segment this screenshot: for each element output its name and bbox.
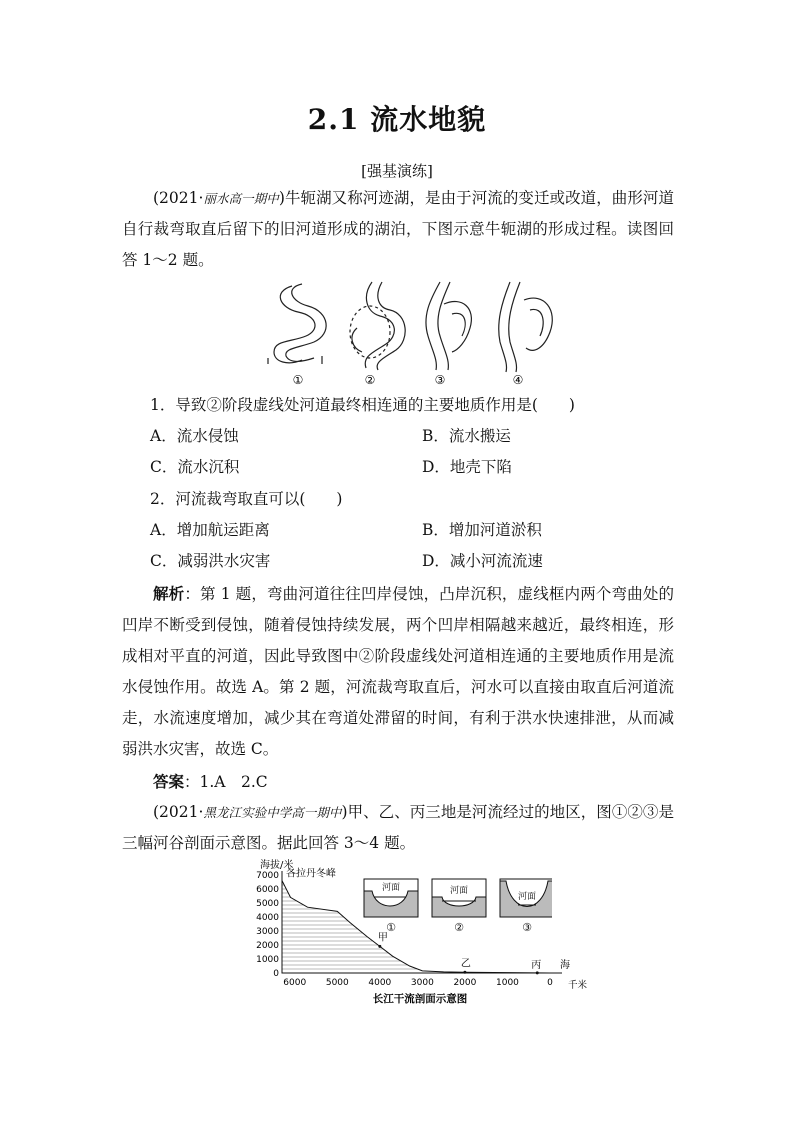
intro-paragraph-1 [122, 183, 674, 276]
x-tick-label: 0 [547, 978, 553, 988]
chart-ylabel: 海拔/米 [260, 860, 294, 871]
intro2-source: 黑龙江实验中学高一期中 [203, 805, 342, 820]
y-tick-label: 7000 [256, 871, 279, 881]
x-tick-label: 6000 [283, 978, 307, 988]
intro1-year: (2021· [153, 189, 204, 207]
oxbow-stage-1 [268, 284, 326, 364]
valley-1-label: 河面 [381, 883, 401, 893]
oxbow-stage-2 [350, 282, 405, 370]
answer-line [122, 766, 674, 798]
oxbow-stage-3 [426, 282, 471, 370]
valley-section-2 [432, 879, 486, 934]
analysis-label: 解析 [153, 584, 185, 603]
y-tick-label: 0 [273, 969, 279, 979]
intro-paragraph-2 [122, 797, 674, 859]
valley-3-label: 河面 [517, 892, 537, 902]
section-heading: [强基演练] [361, 162, 433, 180]
q2-option-c: C．减弱洪水灾害 [150, 552, 271, 570]
intro2-close: ) [341, 803, 348, 821]
q1-option-d: D．地壳下陷 [422, 458, 512, 476]
annotation-label: 乙 [460, 958, 471, 970]
analysis-paragraph [122, 578, 674, 765]
oxbow-stage-4 [499, 282, 553, 372]
annotation-label: 海 [560, 960, 570, 971]
question-1-stem: 1．导致②阶段虚线处河道最终相连通的主要地质作用是( ) [150, 396, 575, 414]
oxbow-label-3: ③ [434, 373, 446, 387]
chart-xlabel: 千米 [568, 980, 588, 991]
intro1-text: 牛轭湖又称河迹湖，是由于河流的变迁或改道，曲形河道自行裁弯取直后留下的旧河道形成的湖泊，下图示意牛轭湖的形成过程。读图回答 1～2 题。 [122, 189, 674, 269]
y-tick-label: 6000 [256, 885, 279, 895]
q2-option-b: B．增加河道淤积 [422, 521, 542, 539]
x-tick-label: 2000 [453, 978, 477, 988]
intro1-close: ) [278, 189, 285, 207]
page-title: 2.1 流水地貌 [307, 103, 487, 136]
annotation-point [536, 971, 539, 974]
oxbow-lake-figure [262, 278, 562, 388]
annotation-point [378, 945, 381, 948]
y-tick-label: 5000 [256, 899, 279, 909]
valley-section-3 [500, 879, 552, 934]
annotation-label: 甲 [377, 932, 388, 944]
valley-1-number: ① [386, 921, 396, 934]
q1-option-b: B．流水搬运 [422, 427, 511, 445]
x-tick-label: 4000 [368, 978, 392, 988]
x-tick-label: 1000 [496, 978, 519, 988]
x-axis-ticks [283, 978, 553, 988]
y-tick-label: 2000 [256, 941, 279, 951]
x-tick-label: 5000 [325, 978, 349, 988]
y-axis-ticks [256, 871, 279, 979]
q2-option-d: D．减小河流流速 [422, 552, 543, 570]
valley-2-label: 河面 [449, 886, 469, 896]
answer-text: ：1.A 2.C [184, 773, 268, 791]
answer-label: 答案 [153, 772, 185, 791]
valley-3-number: ③ [522, 921, 532, 934]
valley-2-number: ② [454, 921, 464, 934]
question-2-stem: 2．河流裁弯取直可以( ) [150, 490, 343, 508]
intro1-source: 丽水高一期中 [203, 191, 279, 206]
annotation-label: 各拉丹冬峰 [286, 868, 336, 880]
intro2-year: (2021· [153, 803, 204, 821]
x-tick-label: 3000 [410, 978, 434, 988]
q2-option-a: A．增加航运距离 [150, 521, 270, 539]
analysis-text: ：第 1 题，弯曲河道往往凹岸侵蚀，凸岸沉积，虚线框内两个弯曲处的凹岸不断受到侵蚀，随着侵蚀持续发展，两个凹岸相隔越来越近，最终相连，形成相对平直的河道，因此导致图中②阶段虚线处河道相连通的主要地质作用是流水侵蚀作用。故选 A。第 2 题，河流裁弯取直后，河水可以直接由取直后河道流走，水流速度增加，减少其在弯道处滞留的时间，有利于洪水快速排泄，从而减弱洪水灾害，故选 C。 [122, 585, 674, 758]
y-tick-label: 3000 [256, 927, 279, 937]
annotation-point [463, 971, 466, 974]
y-tick-label: 4000 [256, 913, 279, 923]
chart-title: 长江干流剖面示意图 [372, 993, 468, 1005]
oxbow-label-4: ④ [512, 373, 524, 387]
oxbow-label-1: ① [292, 373, 304, 387]
valley-section-1 [364, 879, 418, 934]
annotation-label: 丙 [531, 959, 542, 971]
q1-option-c: C．流水沉积 [150, 458, 240, 476]
intro2-text: 甲、乙、丙三地是河流经过的地区，图①②③是三幅河谷剖面示意图。据此回答 3～4 题。 [122, 803, 674, 852]
y-tick-label: 1000 [256, 955, 279, 965]
q1-option-a: A．流水侵蚀 [150, 427, 239, 445]
oxbow-label-2: ② [364, 373, 376, 387]
valley-sections [362, 875, 552, 935]
